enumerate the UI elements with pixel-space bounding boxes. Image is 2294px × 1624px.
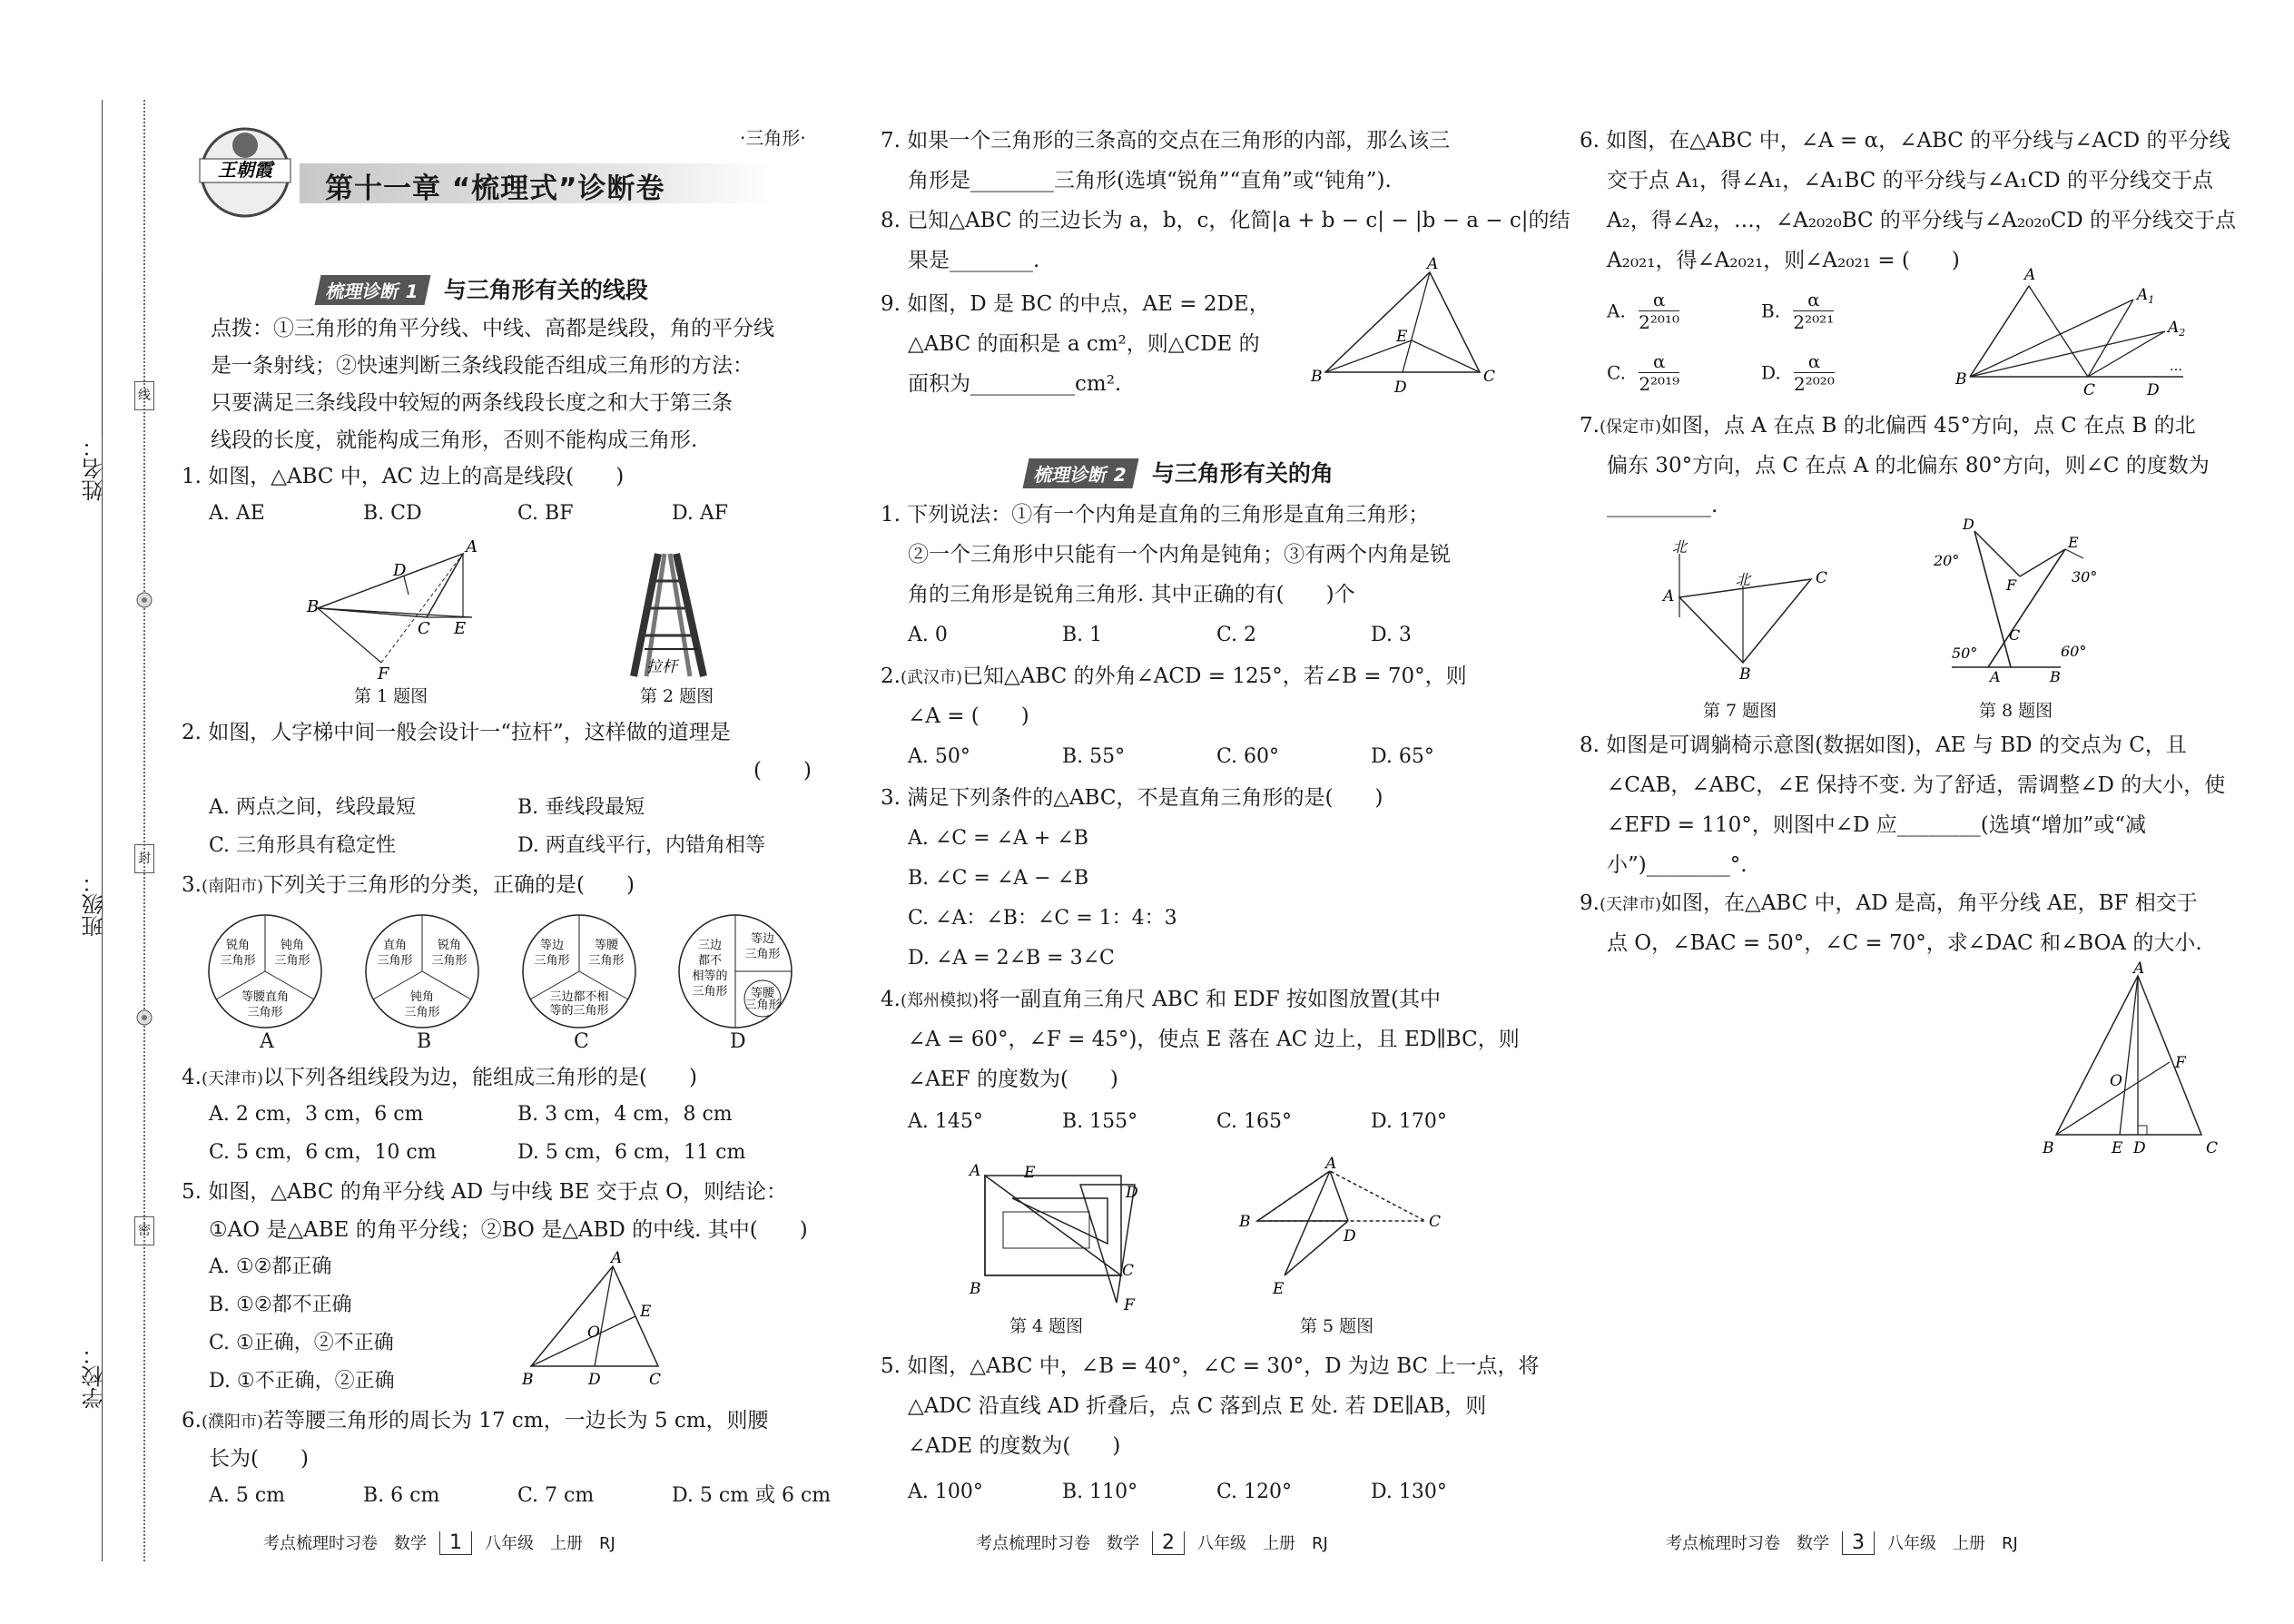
svg-text:E: E [2112,1139,2123,1157]
q6-text: 若等腰三角形的周长为 17 cm，一边长为 5 cm，则腰 [263,1409,769,1432]
s2q4-stem-2: ∠A = 60°，∠F = 45°)，使点 E 落在 AC 边上，且 ED∥BC，则 [908,1028,1520,1051]
q1-option-a[interactable]: A. AE [209,502,265,525]
q3-source: (南阳市) [201,877,263,896]
svg-text:等边: 等边 [539,939,565,952]
svg-text:三角形: 三角形 [274,954,310,968]
svg-text:钝角: 钝角 [409,990,435,1004]
name-field-line[interactable] [102,272,103,436]
s2q6-option-d[interactable] [1761,350,1835,395]
figure-q9-triangle [1298,254,1498,399]
s2q6-option-d-label: D. [1761,361,1781,384]
svg-text:等腰: 等腰 [594,939,619,952]
section1-heading [318,272,648,305]
s2q4-text: 将一副直角三角尺 ABC 和 EDF 按如图放置(其中 [979,988,1441,1011]
s2q9-source: (天津市) [1599,895,1661,914]
pie-a[interactable] [202,908,329,1035]
s2q2-option-c[interactable]: C. 60° [1216,745,1280,768]
q1-stem: 1. 如图，△ABC 中，AC 边上的高是线段( ) [182,465,625,488]
svg-text:三边: 三边 [697,939,723,952]
s2q5-line: ∠ADE 的度数为( ) [908,1434,1121,1458]
svg-text:E: E [1396,328,1408,346]
s2q3-stem: 3. 满足下列条件的△ABC，不是直角三角形的是( ) [881,786,1383,810]
hint-line: 只要满足三条线段中较短的两条线段长度之和大于第三条 [211,391,733,415]
name-label: 姓名： [82,436,107,501]
q1-option-c[interactable]: C. BF [517,502,574,525]
s2q8-line: ∠EFD = 110°，则图中∠D 应________(选填“增加”或“减 [1607,813,2147,837]
section1-title: 与三角形有关的线段 [443,277,648,303]
figure-5-fold [1235,1157,1452,1307]
seal-mark-dense: 密 [134,1216,154,1245]
svg-text:锐角: 锐角 [437,939,462,952]
section1-tag: 梳理诊断 1 [314,275,430,305]
s2q4-option-a[interactable]: A. 145° [908,1110,983,1133]
figure-q6-bisectors [1952,263,2197,399]
s2q1-line: 角的三角形是锐角三角形. 其中正确的有( )个 [908,583,1355,606]
svg-text:锐角: 锐角 [225,939,251,952]
svg-text:等的三角形: 等的三角形 [549,1004,609,1018]
svg-text:C: C [2009,626,2021,644]
s2q4-stem-3: ∠AEF 的度数为( ) [908,1068,1118,1091]
footer-left-text: 考点梳理时习卷 数学 [1666,1534,1829,1553]
q6-option-d[interactable]: D. 5 cm 或 6 cm [672,1484,832,1507]
s2q4-option-b[interactable]: B. 155° [1062,1110,1138,1133]
q4-option-a[interactable]: A. 2 cm，3 cm，6 cm [209,1103,424,1126]
svg-text:钝角: 钝角 [280,939,305,952]
footer-grade-text: 八年级 上册 RJ [1197,1534,1328,1553]
pie-c-label: C [574,1030,589,1053]
svg-text:B: B [970,1280,981,1298]
s2q5-option-c[interactable]: C. 120° [1216,1481,1293,1503]
q2-option-a[interactable]: A. 两点之间，线段最短 [209,796,416,819]
q1-option-d[interactable]: D. AF [672,502,728,525]
s2q6-option-b[interactable] [1761,289,1834,333]
q4-number: 4. [182,1066,202,1089]
q4-option-c[interactable]: C. 5 cm，6 cm，10 cm [209,1141,437,1164]
s2q3-option-a[interactable]: A. ∠C = ∠A + ∠B [908,827,1088,850]
q4-stem [182,1064,697,1093]
pie-a-label: A [260,1030,274,1053]
svg-text:F: F [1124,1296,1135,1314]
pie-d-label: D [730,1030,746,1053]
s2q6-line: 6. 如图，在△ABC 中，∠A = α，∠ABC 的平分线与∠ACD 的平分线 [1580,129,2230,153]
s2q4-number: 4. [881,988,901,1011]
svg-text:A: A [2024,266,2036,284]
s2q8-line: 8. 如图是可调躺椅示意图(数据如图)，AE 与 BD 的交点为 C，且 [1580,733,2187,757]
s2q6-option-c-label: C. [1607,361,1626,384]
publisher-logo [182,109,309,227]
s2q2-stem [881,663,1467,692]
s2q2-number: 2. [881,664,901,688]
s2q6-option-a[interactable] [1607,289,1679,333]
svg-text:D: D [1344,1227,1356,1245]
s2q6-option-d-num: α [1794,350,1835,373]
svg-text:F: F [2175,1054,2186,1072]
hint-line: 是一条射线；②快速判断三条线段能否组成三角形的方法： [211,354,753,378]
q2-option-b[interactable]: B. 垂线段最短 [517,796,645,819]
svg-text:A1: $A_1$ [2137,286,2155,306]
section2-title: 与三角形有关的角 [1151,460,1334,487]
s2q6-line: A₂，得∠A₂，…，∠A₂₀₂₀BC 的平分线与∠A₂₀₂₀CD 的平分线交于点 [1607,209,2237,232]
figure-8-caption: 第 8 题图 [1979,701,2053,721]
svg-text:B: B [2043,1139,2054,1157]
s2q8-line: ∠CAB，∠ABC，∠E 保持不变. 为了舒适，需调整∠D 的大小，使 [1607,773,2226,797]
footer-page-1 [263,1530,615,1555]
class-label: 班级： [82,871,107,937]
hint-line: 线段的长度，就能构成三角形，否则不能构成三角形. [211,428,698,452]
page-number-1: 1 [439,1531,472,1555]
figure-q5-triangle [513,1248,676,1393]
s2q5-line: 5. 如图，△ABC 中，∠B = 40°，∠C = 30°，D 为边 BC 上一点，将 [881,1354,1540,1378]
svg-text:A: A [466,537,478,556]
q4-option-d[interactable]: D. 5 cm，6 cm，11 cm [517,1141,746,1164]
figure-q9-altitude [2033,962,2233,1157]
svg-text:C: C [1816,569,1828,587]
s2q1-option-d[interactable]: D. 3 [1371,624,1412,646]
q6-source: (濮阳市) [201,1412,263,1432]
s2q2-option-d[interactable]: D. 65° [1371,745,1434,768]
svg-text:D: D [588,1371,601,1389]
s2q6-option-c-num: α [1639,350,1679,373]
svg-text:C: C [1483,368,1496,386]
figure-1-caption: 第 1 题图 [354,686,428,706]
svg-text:B: B [1739,665,1751,684]
s2q7-stem [1580,412,2196,441]
s2q4-source: (郑州模拟) [900,991,979,1010]
s2q8-line: 小”)________°. [1607,853,1748,877]
svg-text:等腰: 等腰 [750,987,775,1000]
svg-text:A: A [2133,960,2145,978]
svg-text:D: D [1963,516,1974,533]
figure-7-north-b: 北 [1736,571,1751,588]
svg-text:A2: $A_2$ [2168,319,2186,339]
s2q9-text: 如图，在△ABC 中，AD 是高，角平分线 AE，BF 相交于 [1661,891,2198,915]
s2q6-line: 交于点 A₁，得∠A₁，∠A₁BC 的平分线与∠A₁CD 的平分线交于点 [1607,169,2214,192]
svg-text:等边: 等边 [750,932,775,946]
s2q6-option-b-num: α [1793,289,1834,311]
svg-text:E: E [2068,534,2079,551]
s2q4-stem [881,986,1441,1015]
s2q1-option-b[interactable]: B. 1 [1062,624,1103,646]
figure-7-caption: 第 7 题图 [1703,701,1777,721]
school-label: 学校： [82,1343,107,1409]
q4-source: (天津市) [201,1069,263,1088]
s2q2-option-b[interactable]: B. 55° [1062,745,1126,768]
svg-text:B: B [307,597,320,616]
s2q6-option-d-den: 2²⁰²⁰ [1794,373,1835,395]
svg-text:O: O [2110,1072,2122,1090]
svg-text:E: E [1273,1280,1285,1298]
footer-left-text: 考点梳理时习卷 数学 [976,1534,1139,1553]
figure-2-label: 拉杆 [646,658,677,676]
svg-text:等腰直角: 等腰直角 [241,990,290,1004]
figure-4-set-squares [962,1157,1153,1316]
seal-mark-seal: 封 [134,844,154,873]
s2q1-line: ②一个三角形中只能有一个内角是钝角；③有两个内角是锐 [908,543,1451,566]
svg-text:O: O [587,1324,600,1342]
q2-paren: ( ) [753,759,812,782]
svg-text:B: B [1955,370,1967,389]
svg-text:A: A [1990,668,2001,685]
svg-text:D: D [1394,379,1407,397]
svg-text:三角形: 三角形 [744,999,781,1012]
s2q6-option-b-label: B. [1761,300,1781,322]
q8-line: 果是________. [908,249,1040,272]
s2q7-stem-3: __________. [1607,494,1718,517]
q5-option-c[interactable]: C. ①正确，②不正确 [209,1332,394,1354]
page-number-3: 3 [1842,1531,1875,1555]
s2q6-option-c[interactable] [1607,350,1679,395]
svg-text:C: C [418,619,430,638]
svg-text:F: F [2006,576,2017,594]
svg-text:30°: 30° [2072,568,2098,586]
s2q2-text: 已知△ABC 的外角∠ACD = 125°，若∠B = 70°，则 [962,664,1467,688]
svg-text:三角形: 三角形 [534,954,570,968]
q3-stem [182,871,635,901]
svg-text:…: … [2170,359,2182,374]
svg-text:D: D [1126,1184,1138,1202]
q9-line: 9. 如图，D 是 BC 的中点，AE = 2DE， [881,292,1270,316]
s2q6-line: A₂₀₂₁，得∠A₂₀₂₁，则∠A₂₀₂₁ = ( ) [1607,249,1960,272]
svg-text:都不: 都不 [697,954,723,968]
s2q5-option-a[interactable]: A. 100° [908,1481,983,1503]
svg-text:C: C [1429,1213,1442,1231]
q7-line: 7. 如果一个三角形的三条高的交点在三角形的内部，那么该三 [881,129,1451,153]
s2q9-number: 9. [1580,891,1600,915]
s2q7-source: (保定市) [1599,418,1661,437]
binding-hole-icon [134,590,154,610]
s2q4-option-d[interactable]: D. 170° [1371,1110,1447,1133]
s2q6-option-a-label: A. [1607,300,1626,322]
svg-text:三角形: 三角形 [692,985,728,999]
q6-stem [182,1407,769,1436]
svg-text:60°: 60° [2061,643,2087,660]
s2q9-stem-2: 点 O，∠BAC = 50°，∠C = 70°，求∠DAC 和∠BOA 的大小. [1607,931,2202,955]
s2q7-stem-2: 偏东 30°方向，点 C 在点 A 的北偏东 80°方向，则∠C 的度数为 [1607,454,2210,477]
svg-text:A: A [1325,1155,1337,1173]
logo-text: 王朝霞 [218,159,272,181]
s2q1-option-c[interactable]: C. 2 [1216,624,1257,646]
svg-text:三角形: 三角形 [588,954,625,968]
s2q5-option-d[interactable]: D. 130° [1371,1481,1447,1503]
s2q2-option-a[interactable]: A. 50° [908,745,970,768]
hint-line: 点拨：①三角形的角平分线、中线、高都是线段，角的平分线 [211,317,774,340]
svg-text:C: C [1122,1262,1135,1280]
svg-text:B: B [522,1371,534,1389]
q2-option-c[interactable]: C. 三角形具有稳定性 [209,834,397,857]
figure-8-chair [1934,516,2142,685]
svg-text:三角形: 三角形 [220,954,256,968]
svg-text:A: A [1427,255,1439,273]
footer-page-3 [1666,1530,2018,1555]
q2-stem: 2. 如图，人字梯中间一般会设计一“拉杆”，这样做的道理是 [182,721,731,744]
s2q2-source: (武汉市) [900,668,962,687]
footer-page-2 [976,1530,1328,1555]
s2q6-option-a-num: α [1639,289,1679,311]
figure-4-caption: 第 4 题图 [1009,1316,1084,1336]
svg-text:相等的: 相等的 [692,969,728,983]
figure-2-ladder [626,545,717,681]
q6-number: 6. [182,1409,202,1432]
svg-text:三角形: 三角形 [744,948,781,961]
svg-text:B: B [1239,1213,1251,1231]
q5-option-a[interactable]: A. ①②都正确 [209,1255,332,1278]
q5-option-d[interactable]: D. ①不正确，②正确 [209,1370,395,1393]
svg-text:A: A [970,1162,981,1180]
q5-stem-line: 5. 如图，△ABC 的角平分线 AD 与中线 BE 交于点 O，则结论： [182,1180,787,1204]
svg-text:D: D [393,561,407,580]
binding-hole-icon [134,1008,154,1028]
pie-d[interactable] [672,908,799,1035]
svg-text:B: B [1311,368,1323,386]
section2-heading [1026,456,1334,488]
s2q6-option-b-den: 2²⁰²¹ [1793,311,1835,333]
q8-line: 8. 已知△ABC 的三边长为 a，b，c，化简|a + b − c| − |b − a − c|的结 [881,209,1570,232]
s2q4-option-c[interactable]: C. 165° [1216,1110,1293,1133]
s2q9-stem [1580,890,2198,919]
q5-option-b[interactable]: B. ①②都不正确 [209,1294,352,1316]
svg-text:A: A [1663,587,1675,605]
page-number-2: 2 [1152,1531,1185,1555]
svg-text:E: E [640,1303,652,1321]
section2-tag: 梳理诊断 2 [1022,458,1138,488]
s2q6-option-c-den: 2²⁰¹⁹ [1639,373,1680,395]
svg-text:三角形: 三角形 [431,954,468,968]
s2q5-option-b[interactable]: B. 110° [1062,1481,1138,1503]
figure-1-triangle [290,536,499,684]
q3-number: 3. [182,873,202,897]
svg-text:D: D [2133,1139,2146,1157]
q7-line: 角形是________三角形(选填“锐角”“直角”或“钝角”). [908,169,1392,192]
pie-b[interactable] [359,908,486,1035]
figure-5-caption: 第 5 题图 [1300,1316,1374,1336]
s2q2-stem-2: ∠A = ( ) [908,704,1029,728]
footer-left-text: 考点梳理时习卷 数学 [263,1534,427,1553]
q6-option-b[interactable]: B. 6 cm [363,1484,440,1507]
figure-7-north-a: 北 [1672,538,1688,556]
binding-dotted-line [143,100,145,1561]
q9-line: △ABC 的面积是 a cm²，则△CDE 的 [908,332,1260,356]
svg-text:50°: 50° [1952,645,1978,662]
svg-text:A: A [611,1249,623,1267]
q4-option-b[interactable]: B. 3 cm，4 cm，8 cm [517,1103,733,1126]
s2q7-number: 7. [1580,414,1600,438]
s2q3-option-b[interactable]: B. ∠C = ∠A − ∠B [908,867,1089,890]
figure-2-caption: 第 2 题图 [640,686,714,706]
figure-7-bearings [1652,536,1834,684]
q6-option-a[interactable]: A. 5 cm [209,1484,286,1507]
pie-b-label: B [417,1030,432,1053]
svg-text:B: B [2050,668,2061,685]
q9-line: 面积为__________cm². [908,372,1122,396]
svg-text:E: E [1024,1164,1036,1182]
q1-option-b[interactable]: B. CD [363,502,422,525]
q5-stem-line: ①AO 是△ABE 的角平分线；②BO 是△ABD 的中线. 其中( ) [209,1218,808,1242]
q4-text: 以下列各组线段为边，能组成三角形的是( ) [263,1066,697,1089]
chapter-title: 第十一章 “梳理式”诊断卷 [325,172,665,205]
q6-stem-2: 长为( ) [209,1447,309,1471]
s2q6-option-a-den: 2²⁰¹⁰ [1639,311,1679,333]
footer-grade-text: 八年级 上册 RJ [485,1534,615,1553]
s2q1-option-a[interactable]: A. 0 [908,624,948,646]
svg-text:直角: 直角 [382,939,408,952]
svg-text:E: E [454,619,467,638]
pie-c[interactable] [516,908,643,1035]
q6-option-c[interactable]: C. 7 cm [517,1484,595,1507]
q3-text: 下列关于三角形的分类，正确的是( ) [263,873,635,897]
svg-text:三角形: 三角形 [377,954,413,968]
seal-mark-line: 线 [134,381,154,410]
svg-text:C: C [2206,1139,2219,1157]
svg-text:C: C [2083,381,2096,399]
subject-tag: ·三角形· [740,127,806,149]
svg-text:三边都不相: 三边都不相 [549,990,609,1004]
s2q3-option-d[interactable]: D. ∠A = 2∠B = 3∠C [908,947,1115,969]
svg-text:三角形: 三角形 [404,1006,440,1019]
s2q1-line: 1. 下列说法：①有一个内角是直角的三角形是直角三角形； [881,503,1430,527]
svg-text:D: D [2147,381,2160,399]
svg-text:三角形: 三角形 [247,1006,283,1019]
svg-text:C: C [649,1371,662,1389]
s2q7-text: 如图，点 A 在点 B 的北偏西 45°方向，点 C 在点 B 的北 [1661,414,2196,438]
s2q3-option-c[interactable]: C. ∠A：∠B：∠C = 1：4：3 [908,907,1177,930]
s2q5-line: △ADC 沿直线 AD 折叠后，点 C 落到点 E 处. 若 DE∥AB，则 [908,1394,1487,1418]
footer-grade-text: 八年级 上册 RJ [1887,1534,2018,1553]
svg-text:20°: 20° [1934,552,1960,569]
q2-option-d[interactable]: D. 两直线平行，内错角相等 [517,834,765,857]
svg-text:F: F [378,664,389,684]
